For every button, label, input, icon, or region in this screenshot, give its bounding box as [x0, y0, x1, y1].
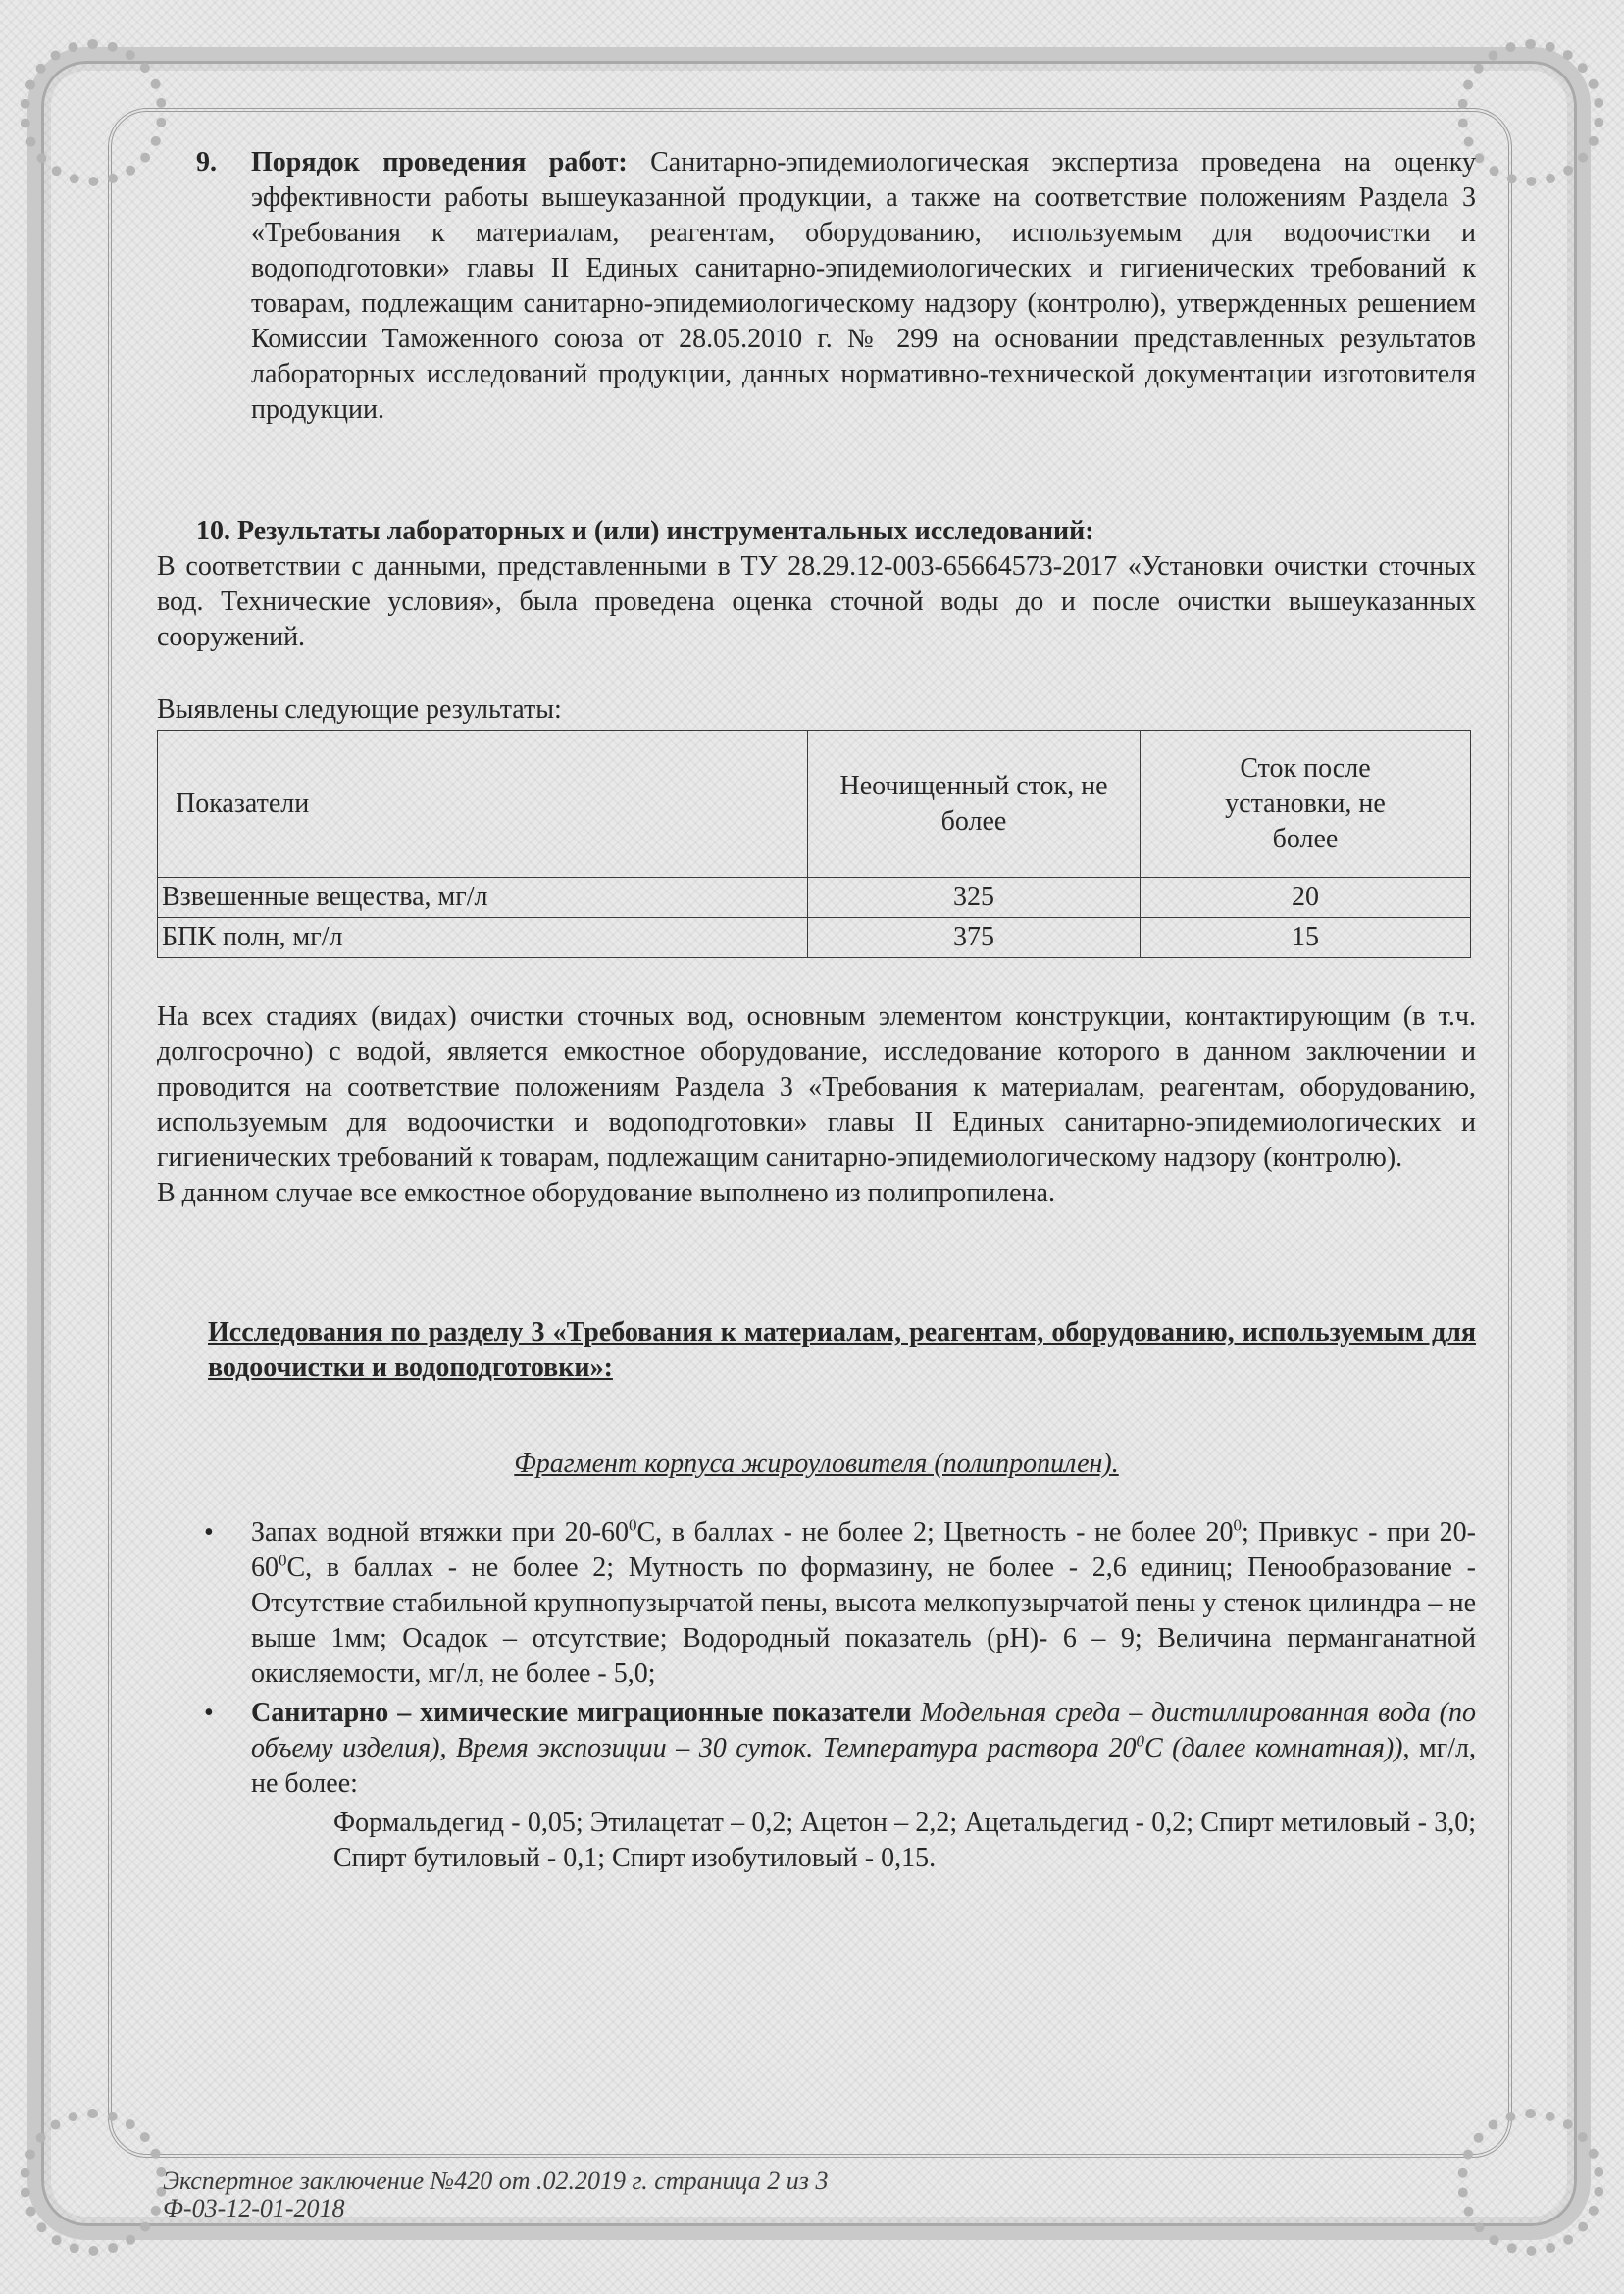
table-cell: 375 — [808, 918, 1141, 958]
table-header-cell: Сток после установки, не более — [1141, 731, 1471, 878]
table-row — [158, 918, 1471, 958]
corner-ornament-bottom-left — [20, 2109, 167, 2256]
fragment-title: Фрагмент корпуса жироуловителя (полипропилен). — [514, 1449, 1119, 1479]
bullet-icon: • — [204, 1698, 214, 1728]
table-cell: 15 — [1141, 918, 1471, 958]
studies-heading: Исследования по разделу 3 «Требования к материалам, реагентам, оборудованию, используемым для водоочистки и водоподготовки»: — [208, 1317, 1476, 1383]
page-footer — [163, 2167, 828, 2222]
migration-label: Санитарно – химические миграционные показатели — [251, 1698, 912, 1728]
table-row — [158, 878, 1471, 918]
section-10-heading: 10. Результаты лабораторных и (или) инструментальных исследований: — [196, 516, 1094, 546]
migration-values: Формальдегид - 0,05; Этилацетат – 0,2; Ацетон – 2,2; Ацетальдегид - 0,2; Спирт метиловый - 3,0; Спирт бутиловый - 0,1; Спирт изобутиловый - 0,15. — [333, 1808, 1476, 1873]
form-code: Ф-03-12-01-2018 — [163, 2194, 345, 2222]
section-9-text: Санитарно-эпидемиологическая экспертиза проведена на оценку эффективности работы вышеуказанной продукции, а также на соответствие положениям Раздела 3 «Требования к материалам, реагентам, оборудованию, используемым для водоочистки и водоподготовки» главы II Единых санитарно-эпидемиологических и гигиенических требований к товарам, подлежащим санитарно-эпидемиологическому надзору (контролю), утвержденных решением Комиссии Таможенного союза от 28.05.2010 г. № 299 на основании представленных результатов лабораторных исследований продукции, данных нормативно-технической документации изготовителя продукции. — [251, 147, 1476, 425]
paragraph-equipment: На всех стадиях (видах) очистки сточных вод, основным элементом конструкции, контактирующим (в т.ч. долгосрочно) с водой, является емкостное оборудование, исследование которого в данном заключении и проводится на соответствие положениям Раздела 3 «Требования к материалам, реагентам, оборудованию, используемым для водоочистки и водоподготовки» главы II Единых санитарно-эпидемиологических и гигиенических требований к товарам, подлежащим санитарно-эпидемиологическому надзору (контролю). — [157, 1001, 1476, 1173]
document-content — [157, 145, 1476, 1876]
indicator-list — [157, 1515, 1476, 1802]
section-9 — [157, 145, 1476, 428]
list-item: • Санитарно – химические миграционные показатели Модельная среда – дистиллированная вода (по объему изделия), Время экспозиции – 30 суток. Температура раствора $20^0С$ (далее комнатная)), мг/л, не более: — [204, 1698, 1476, 1799]
corner-ornament-top-right — [1457, 39, 1604, 186]
results-table — [157, 730, 1471, 958]
corner-ornament-top-left — [20, 39, 167, 186]
table-cell: БПК полн, мг/л — [158, 918, 808, 958]
bullet-icon: • — [204, 1517, 214, 1548]
table-header-row — [158, 731, 1471, 878]
paragraph-material: В данном случае все емкостное оборудование выполнено из полипропилена. — [157, 1178, 1055, 1208]
table-header-cell: Неочищенный сток, не более — [808, 731, 1141, 878]
corner-ornament-bottom-right — [1457, 2109, 1604, 2256]
table-cell: Взвешенные вещества, мг/л — [158, 878, 808, 918]
table-header-cell: Показатели — [158, 731, 808, 878]
table-cell: 20 — [1141, 878, 1471, 918]
section-9-number: 9. — [196, 147, 217, 178]
table-cell: 325 — [808, 878, 1141, 918]
list-item: • Запах водной втяжки при $20-60^0С$, в баллах - не более 2; Цветность - не более $20^0$; Привкус - при $20-60^0С$, в баллах - не более 2; Мутность по формазину, не более - 2,6 единиц; Пенообразование - Отсутствие стабильной крупнопузырчатой пены, высота мелкопузырчатой пены у стенок цилиндра – не выше 1мм; Осадок – отсутствие; Водородный показатель (рН)- 6 – 9; Величина перманганатной окисляемости, мг/л, не более - 5,0; — [204, 1515, 1476, 1689]
section-9-label: Порядок проведения работ: — [251, 147, 628, 178]
footer-line: Экспертное заключение №420 от .02.2019 г. страница 2 из 3 — [163, 2167, 829, 2195]
results-caption: Выявлены следующие результаты: — [157, 694, 562, 725]
section-10-text: В соответствии с данными, представленными в ТУ 28.29.12-003-65664573-2017 «Установки очистки сточных вод. Технические условия», была проведена оценка сточной воды до и после очистки вышеуказанных сооружений. — [157, 551, 1476, 652]
